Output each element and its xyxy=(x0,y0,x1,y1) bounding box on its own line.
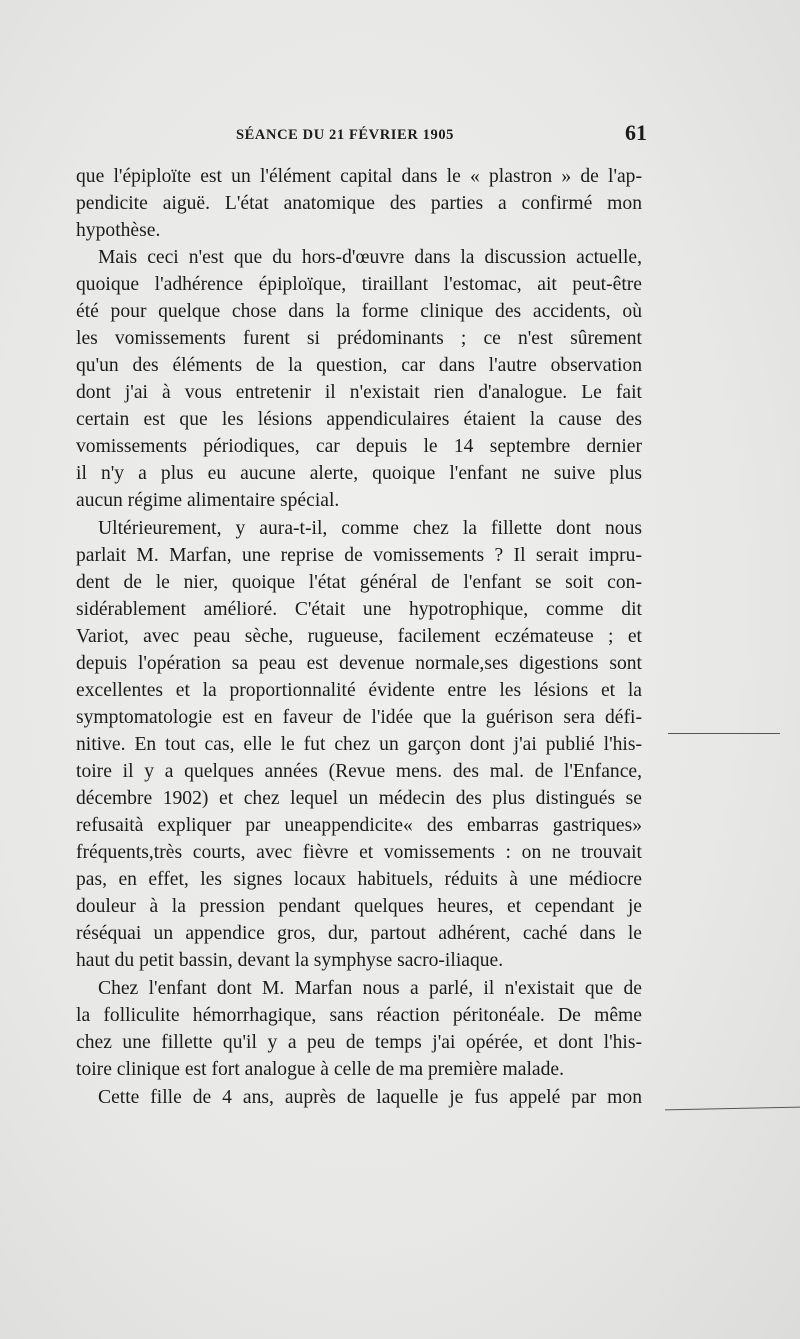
text-line: parlait M. Marfan, une reprise de vomissements ? Il serait impru- xyxy=(76,545,642,566)
text-line: vomissements périodiques, car depuis le 14 septembre dernier xyxy=(76,436,642,457)
text-line: douleur à la pression pendant quelques heures, et cependant je xyxy=(76,896,642,917)
paragraph-first-line: Cette fille de 4 ans, auprès de laquelle je fus appelé par mon xyxy=(98,1087,642,1108)
text-line: fréquents,très courts, avec fièvre et vomissements : on ne trouvait xyxy=(76,842,642,863)
text-line: depuis l'opération sa peau est devenue normale,ses digestions sont xyxy=(76,653,642,674)
text-line: chez une fillette qu'il y a peu de temps j'ai opérée, et dont l'his- xyxy=(76,1032,642,1053)
text-line: dent de le nier, quoique l'état général de l'enfant se soit con- xyxy=(76,572,642,593)
margin-pencil-mark xyxy=(665,1107,800,1111)
paragraph-first-line: Chez l'enfant dont M. Marfan nous a parlé, il n'existait que de xyxy=(98,978,642,999)
text-line: hypothèse. xyxy=(76,220,161,241)
text-line: toire clinique est fort analogue à celle de ma première malade. xyxy=(76,1059,564,1080)
text-line: que l'épiploïte est un l'élément capital dans le « plastron » de l'ap- xyxy=(76,166,642,187)
text-line: aucun régime alimentaire spécial. xyxy=(76,490,340,511)
text-line: qu'un des éléments de la question, car dans l'autre observation xyxy=(76,355,642,376)
text-line: pendicite aiguë. L'état anatomique des parties a confirmé mon xyxy=(76,193,642,214)
text-line: symptomatologie est en faveur de l'idée que la guérison sera défi- xyxy=(76,707,642,728)
text-line: réséquai un appendice gros, dur, partout adhérent, caché dans le xyxy=(76,923,642,944)
text-line: toire il y a quelques années (Revue mens. des mal. de l'Enfance, xyxy=(76,761,642,782)
text-line: sidérablement amélioré. C'était une hypotrophique, comme dit xyxy=(76,599,642,620)
text-line: été pour quelque chose dans la forme clinique des accidents, où xyxy=(76,301,642,322)
text-line: haut du petit bassin, devant la symphyse sacro-iliaque. xyxy=(76,950,504,971)
text-line: décembre 1902) et chez lequel un médecin des plus distingués se xyxy=(76,788,642,809)
text-line: pas, en effet, les signes locaux habituels, réduits à une médiocre xyxy=(76,869,642,890)
margin-pencil-mark xyxy=(668,733,780,734)
text-line: quoique l'adhérence épiploïque, tiraillant l'estomac, ait peut-être xyxy=(76,274,642,295)
text-line: nitive. En tout cas, elle le fut chez un garçon dont j'ai publié l'his- xyxy=(76,734,642,755)
text-line: dont j'ai à vous entretenir il n'existait rien d'analogue. Le fait xyxy=(76,382,642,403)
text-line: la folliculite hémorrhagique, sans réaction péritonéale. De même xyxy=(76,1005,642,1026)
text-line: excellentes et la proportionnalité évidente entre les lésions et la xyxy=(76,680,642,701)
text-line: les vomissements furent si prédominants ; ce n'est sûrement xyxy=(76,328,642,349)
paragraph-first-line: Ultérieurement, y aura-t-il, comme chez la fillette dont nous xyxy=(98,518,642,539)
text-line: refusaità expliquer par uneappendicite« des embarras gastriques» xyxy=(76,815,642,836)
running-head: SÉANCE DU 21 FÉVRIER 1905 xyxy=(236,127,455,143)
paragraph-first-line: Mais ceci n'est que du hors-d'œuvre dans la discussion actuelle, xyxy=(98,247,642,268)
page-number: 61 xyxy=(625,120,647,145)
text-line: il n'y a plus eu aucune alerte, quoique l'enfant ne suive plus xyxy=(76,463,642,484)
text-line: Variot, avec peau sèche, rugueuse, facilement eczémateuse ; et xyxy=(76,626,642,647)
text-line: certain est que les lésions appendiculaires étaient la cause des xyxy=(76,409,642,430)
